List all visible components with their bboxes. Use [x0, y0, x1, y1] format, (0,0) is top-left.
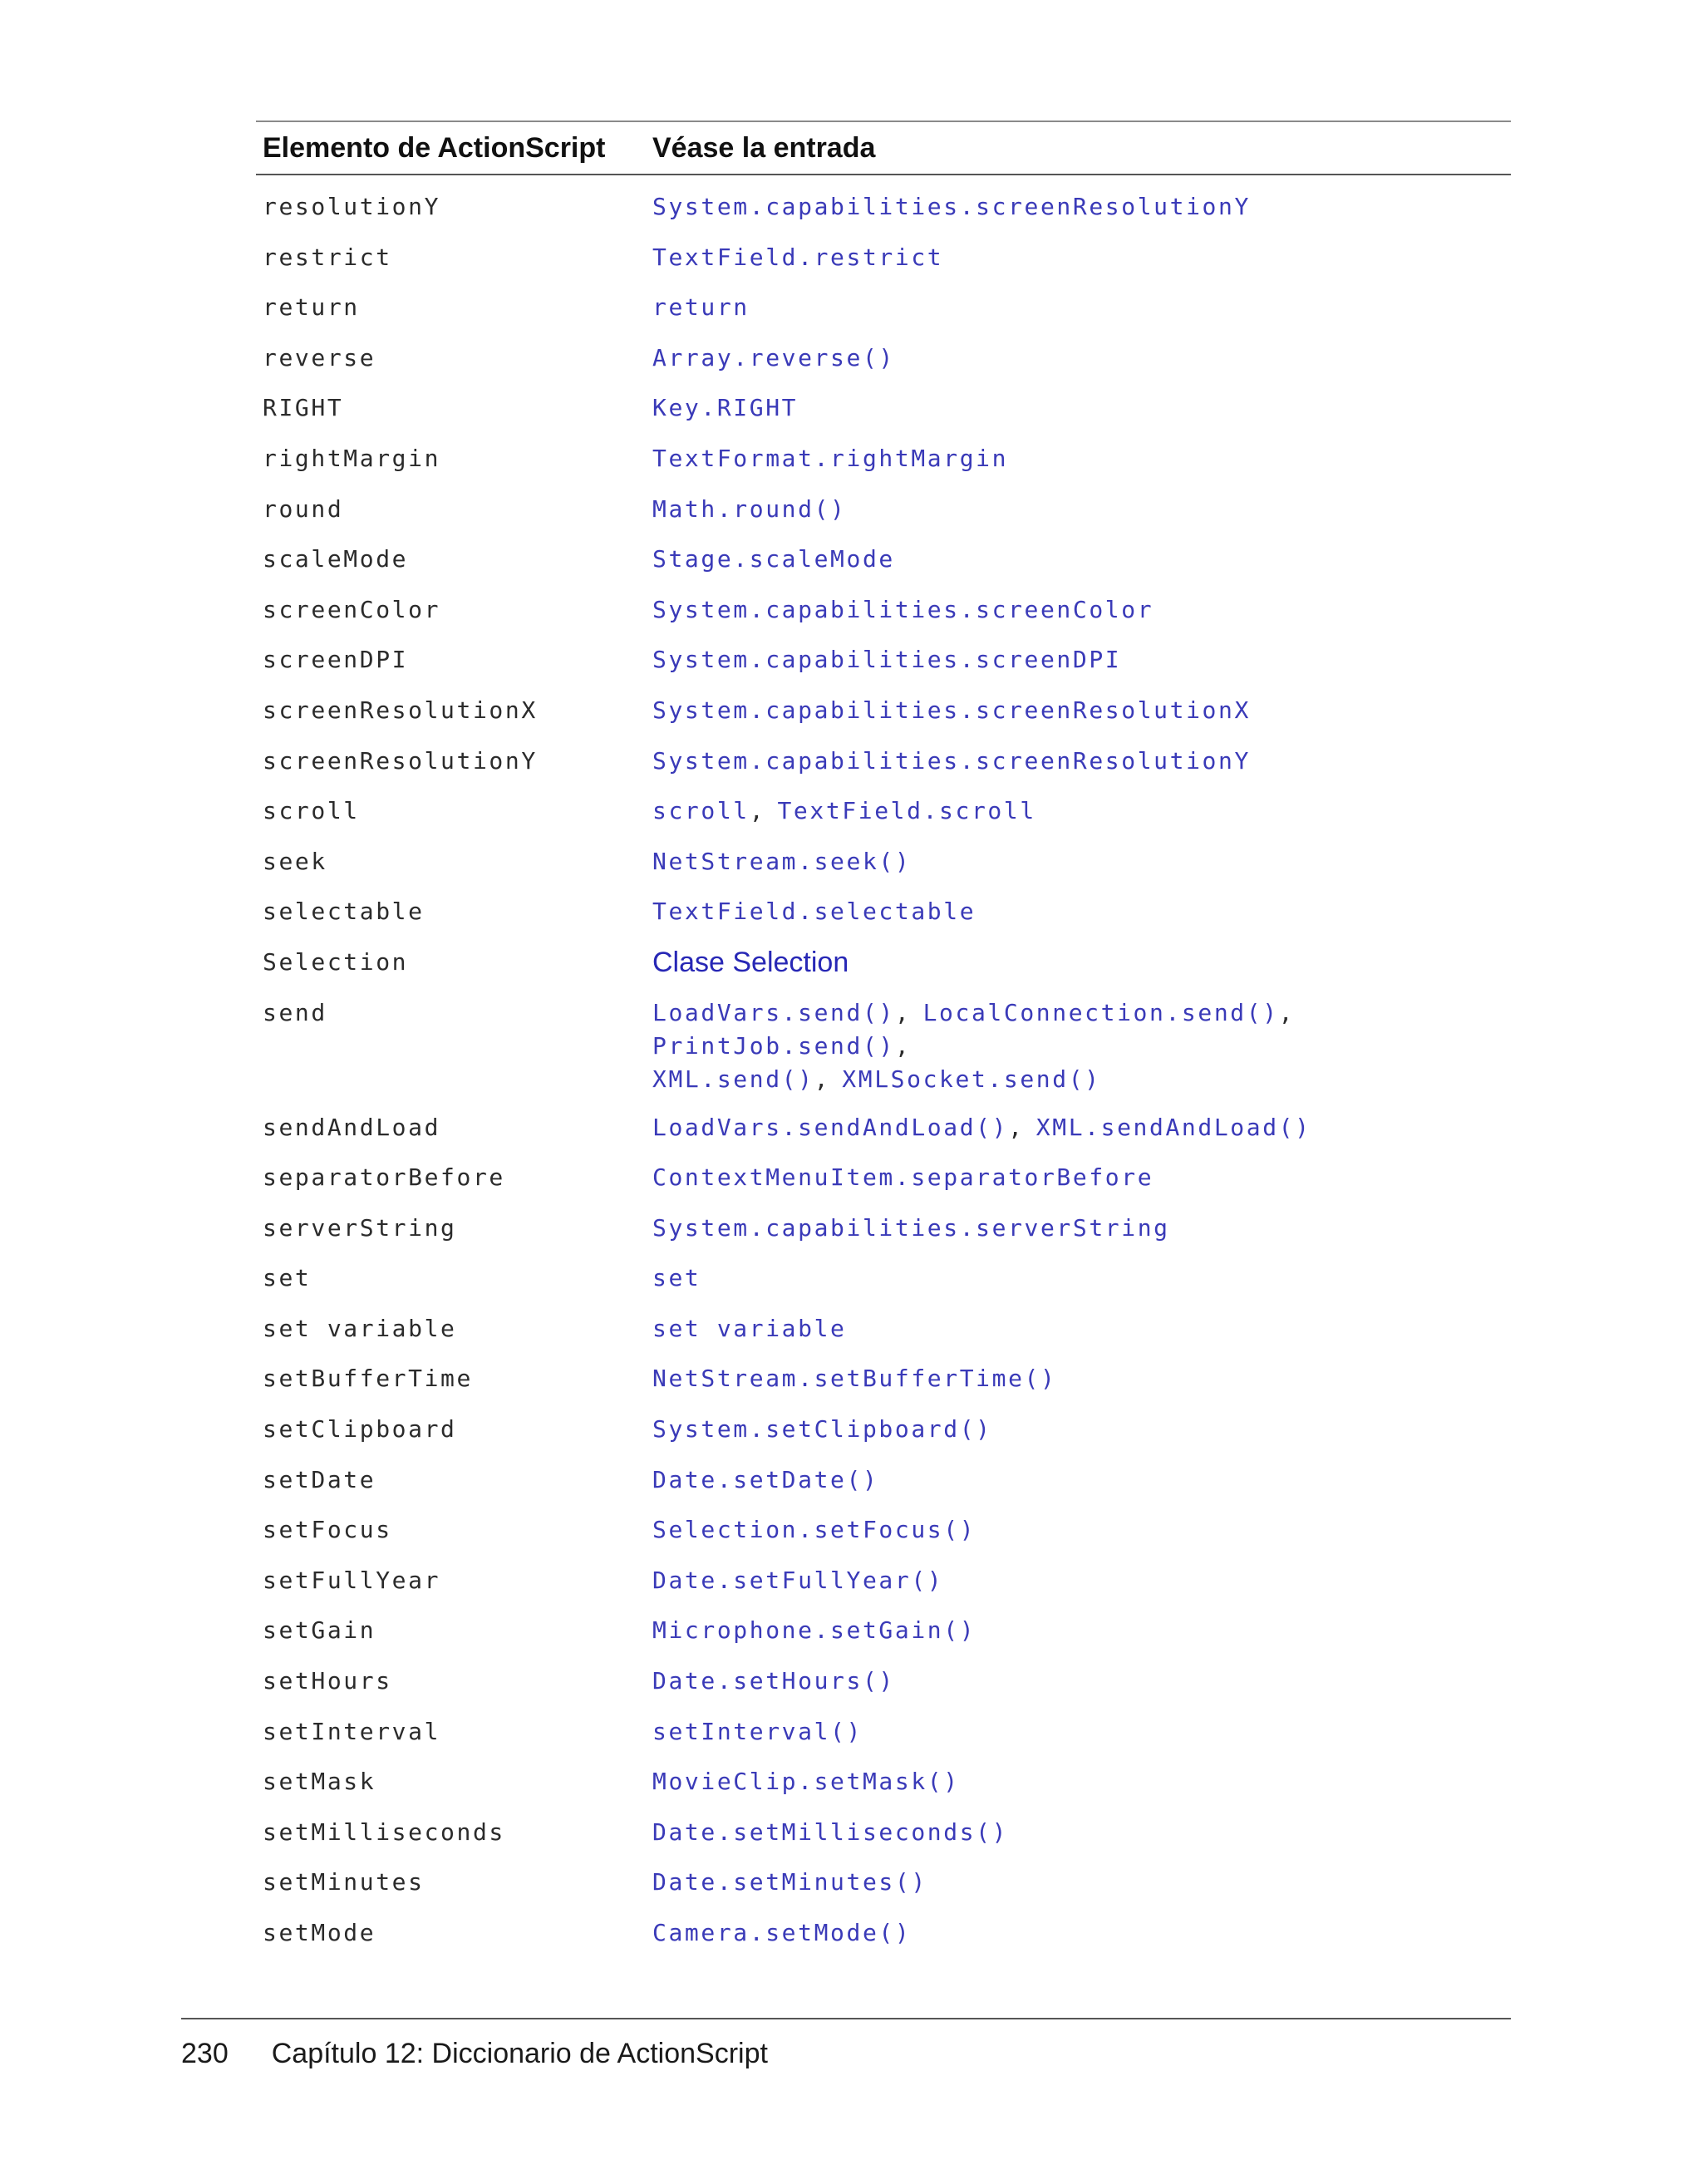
table-row — [256, 327, 1511, 377]
reference-link[interactable]: NetStream.setBufferTime() — [652, 1365, 1057, 1393]
table-row — [256, 376, 1511, 427]
reference-link[interactable]: TextField.selectable — [652, 898, 976, 926]
see-entry-cell — [652, 996, 1511, 1096]
element-name: screenDPI — [263, 646, 409, 674]
table-row — [256, 730, 1511, 780]
table-row — [256, 1851, 1511, 1901]
table-row — [256, 880, 1511, 931]
table-row — [256, 276, 1511, 327]
reference-link[interactable]: System.capabilities.screenResolutionX — [652, 696, 1251, 724]
page-number: 230 — [181, 2038, 229, 2069]
reference-link[interactable]: Date.setDate() — [652, 1465, 879, 1493]
reference-link[interactable]: TextField.scroll — [777, 797, 1036, 825]
reference-separator: , — [894, 1031, 909, 1060]
see-entry-cell — [652, 1614, 1511, 1647]
table-row — [256, 1247, 1511, 1297]
element-name: setBufferTime — [263, 1365, 473, 1393]
table-row — [256, 578, 1511, 629]
reference-link[interactable]: Array.reverse() — [652, 343, 895, 371]
element-name: screenColor — [263, 595, 441, 623]
see-entry-cell — [652, 1262, 1511, 1295]
element-name: set variable — [263, 1314, 457, 1342]
element-name: setFocus — [263, 1516, 392, 1544]
element-name: scroll — [263, 797, 360, 825]
see-entry-cell — [652, 1312, 1511, 1345]
element-name: sendAndLoad — [263, 1113, 441, 1141]
see-entry-cell — [652, 593, 1511, 627]
reference-link[interactable]: LoadVars.sendAndLoad() — [652, 1113, 1009, 1141]
table-row — [256, 1549, 1511, 1600]
reference-link[interactable]: Date.setFullYear() — [652, 1566, 944, 1594]
see-entry-cell — [652, 1665, 1511, 1698]
reference-link[interactable]: Camera.setMode() — [652, 1919, 912, 1946]
reference-link[interactable]: System.capabilities.screenDPI — [652, 646, 1122, 674]
reference-link[interactable]: scroll — [652, 797, 750, 825]
see-entry-cell — [652, 241, 1511, 274]
see-entry-cell — [652, 643, 1511, 676]
reference-link[interactable]: set variable — [652, 1314, 847, 1342]
see-entry-cell — [652, 794, 1511, 828]
see-entry-cell — [652, 190, 1511, 224]
reference-link[interactable]: Key.RIGHT — [652, 394, 799, 422]
reference-link[interactable]: System.capabilities.serverString — [652, 1213, 1170, 1242]
table-row — [256, 1498, 1511, 1549]
element-name: serverString — [263, 1213, 457, 1242]
see-entry-cell — [652, 1212, 1511, 1245]
reference-link[interactable]: XMLSocket.send() — [842, 1065, 1101, 1093]
table-row — [256, 1398, 1511, 1449]
reference-link[interactable]: LoadVars.send() — [652, 998, 895, 1026]
table-row — [256, 1801, 1511, 1852]
see-entry-cell — [652, 1715, 1511, 1749]
table-row — [256, 1599, 1511, 1650]
element-name: reverse — [263, 343, 376, 371]
table-row — [256, 1750, 1511, 1801]
see-entry-cell — [652, 946, 1511, 979]
element-name: screenResolutionX — [263, 696, 538, 724]
reference-link[interactable]: Selection.setFocus() — [652, 1516, 976, 1544]
table-row — [256, 931, 1511, 981]
reference-link[interactable]: Date.setMinutes() — [652, 1868, 927, 1896]
see-entry-cell — [652, 442, 1511, 475]
reference-link[interactable]: System.capabilities.screenColor — [652, 595, 1154, 623]
reference-link[interactable]: ContextMenuItem.separatorBefore — [652, 1163, 1154, 1192]
element-name: setGain — [263, 1616, 376, 1645]
reference-link[interactable]: Clase Selection — [652, 946, 849, 978]
footer-rule — [181, 2018, 1511, 2019]
reference-link[interactable]: TextFormat.rightMargin — [652, 444, 1009, 472]
page-footer — [181, 2038, 768, 2070]
table-row — [256, 830, 1511, 881]
reference-link[interactable]: System.capabilities.screenResolutionY — [652, 193, 1251, 220]
element-name: setHours — [263, 1667, 392, 1695]
see-entry-cell — [652, 1463, 1511, 1497]
reference-link[interactable]: XML.sendAndLoad() — [1035, 1113, 1311, 1141]
see-entry-cell — [652, 493, 1511, 526]
element-name: setMode — [263, 1919, 376, 1946]
see-entry-cell — [652, 1564, 1511, 1597]
reference-separator: , — [1278, 998, 1293, 1026]
see-entry-cell — [652, 895, 1511, 928]
reference-link[interactable]: set — [652, 1264, 701, 1292]
reference-link[interactable]: MovieClip.setMask() — [652, 1768, 960, 1796]
see-entry-cell — [652, 1111, 1511, 1144]
table-row — [256, 679, 1511, 730]
see-entry-cell — [652, 1866, 1511, 1899]
reference-separator: , — [749, 797, 778, 825]
table-row — [256, 1901, 1511, 1952]
header-see-entry: Véase la entrada — [652, 131, 876, 164]
table-row — [256, 1146, 1511, 1197]
element-name: set — [263, 1264, 312, 1292]
element-name: separatorBefore — [263, 1163, 505, 1192]
reference-link[interactable]: Date.setMilliseconds() — [652, 1818, 1009, 1846]
element-name: Selection — [263, 947, 409, 976]
see-entry-cell — [652, 1816, 1511, 1849]
table-body — [256, 175, 1511, 1952]
see-entry-cell — [652, 1513, 1511, 1547]
table-row — [256, 1650, 1511, 1700]
header-element: Elemento de ActionScript — [263, 131, 606, 164]
see-entry-cell — [652, 1362, 1511, 1395]
see-entry-cell — [652, 845, 1511, 878]
table-row — [256, 226, 1511, 277]
table-row — [256, 1700, 1511, 1751]
element-name: screenResolutionY — [263, 746, 538, 775]
reference-separator: , — [1008, 1113, 1036, 1141]
element-name: setMilliseconds — [263, 1818, 505, 1846]
reference-link[interactable]: setInterval() — [652, 1717, 863, 1745]
reference-link[interactable]: XML.send() — [652, 1065, 814, 1093]
element-name: RIGHT — [263, 394, 344, 422]
see-entry-cell — [652, 1765, 1511, 1798]
table-row — [256, 981, 1511, 1096]
table-row — [256, 528, 1511, 578]
reference-link[interactable]: PrintJob.send() — [652, 1031, 895, 1060]
see-entry-cell — [652, 694, 1511, 727]
element-name: round — [263, 494, 344, 523]
element-name: selectable — [263, 898, 425, 926]
see-entry-cell — [652, 291, 1511, 324]
reference-link[interactable]: System.capabilities.screenResolutionY — [652, 746, 1251, 775]
chapter-title: Capítulo 12: Diccionario de ActionScript — [271, 2038, 768, 2069]
see-entry-cell — [652, 745, 1511, 778]
element-name: restrict — [263, 243, 392, 271]
see-entry-cell — [652, 1161, 1511, 1194]
table-row — [256, 780, 1511, 830]
table-header-row — [256, 122, 1511, 174]
reference-link[interactable]: Stage.scaleMode — [652, 545, 895, 573]
element-name: setMinutes — [263, 1868, 425, 1896]
see-entry-cell — [652, 391, 1511, 425]
element-name: setDate — [263, 1465, 376, 1493]
element-name: setInterval — [263, 1717, 441, 1745]
table-row — [256, 1347, 1511, 1398]
reference-link[interactable]: return — [652, 293, 750, 322]
reference-link[interactable]: Microphone.setGain() — [652, 1616, 976, 1645]
reference-link[interactable]: TextField.restrict — [652, 243, 944, 271]
reference-link[interactable]: NetStream.seek() — [652, 847, 912, 875]
element-name: setClipboard — [263, 1415, 457, 1444]
reference-separator: , — [814, 1065, 843, 1093]
see-entry-cell — [652, 1916, 1511, 1950]
table-row — [256, 175, 1511, 226]
reference-separator: , — [894, 998, 923, 1026]
table-row — [256, 1297, 1511, 1348]
element-name: setFullYear — [263, 1566, 441, 1594]
see-entry-cell — [652, 543, 1511, 576]
element-name: scaleMode — [263, 545, 409, 573]
reference-link[interactable]: Date.setHours() — [652, 1667, 895, 1695]
element-name: send — [263, 998, 327, 1026]
table-row — [256, 1449, 1511, 1499]
element-name: setMask — [263, 1768, 376, 1796]
reference-link[interactable]: Math.round() — [652, 494, 847, 523]
element-name: return — [263, 293, 360, 322]
table-row — [256, 478, 1511, 529]
element-name: resolutionY — [263, 193, 441, 220]
reference-link[interactable]: System.setClipboard() — [652, 1415, 992, 1444]
reference-table — [256, 121, 1511, 1952]
table-row — [256, 1096, 1511, 1147]
element-name: rightMargin — [263, 444, 441, 472]
see-entry-cell — [652, 1413, 1511, 1446]
table-row — [256, 628, 1511, 679]
element-name: seek — [263, 847, 327, 875]
see-entry-cell — [652, 342, 1511, 375]
reference-link[interactable]: LocalConnection.send() — [922, 998, 1279, 1026]
table-row — [256, 427, 1511, 478]
table-row — [256, 1197, 1511, 1247]
